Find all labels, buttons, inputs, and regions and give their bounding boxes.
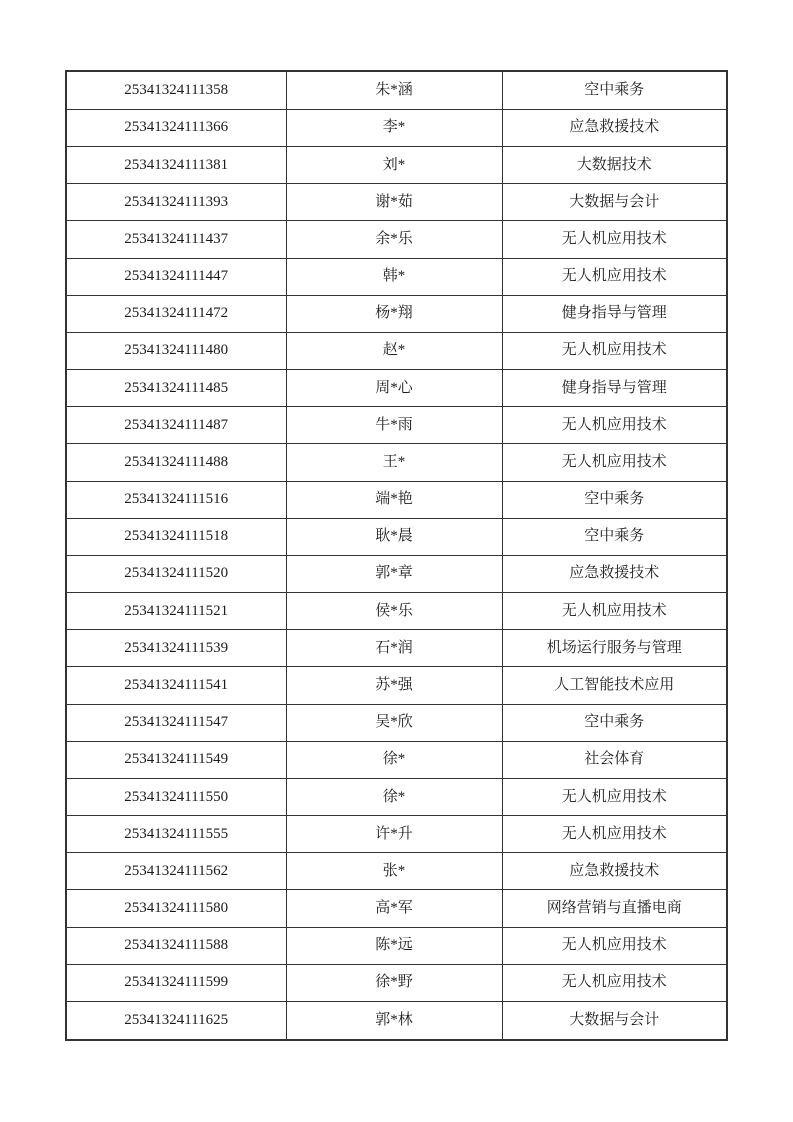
major-cell: 大数据技术	[502, 147, 727, 184]
student-name-cell: 苏*强	[286, 667, 502, 704]
exam-number-cell: 25341324111366	[66, 109, 286, 146]
student-name-cell: 许*升	[286, 816, 502, 853]
exam-number-cell: 25341324111547	[66, 704, 286, 741]
major-cell: 无人机应用技术	[502, 407, 727, 444]
student-name-cell: 郭*林	[286, 1001, 502, 1040]
table-row	[66, 704, 727, 741]
student-name-cell: 余*乐	[286, 221, 502, 258]
student-name-cell: 侯*乐	[286, 593, 502, 630]
exam-number-cell: 25341324111381	[66, 147, 286, 184]
student-name-cell: 杨*翔	[286, 295, 502, 332]
exam-number-cell: 25341324111447	[66, 258, 286, 295]
student-name-cell: 高*军	[286, 890, 502, 927]
student-name-cell: 徐*野	[286, 964, 502, 1001]
major-cell: 无人机应用技术	[502, 221, 727, 258]
major-cell: 空中乘务	[502, 481, 727, 518]
table-row	[66, 853, 727, 890]
table-row	[66, 667, 727, 704]
major-cell: 空中乘务	[502, 704, 727, 741]
student-name-cell: 徐*	[286, 778, 502, 815]
major-cell: 社会体育	[502, 741, 727, 778]
exam-number-cell: 25341324111518	[66, 518, 286, 555]
major-cell: 人工智能技术应用	[502, 667, 727, 704]
major-cell: 无人机应用技术	[502, 444, 727, 481]
major-cell: 无人机应用技术	[502, 927, 727, 964]
major-cell: 大数据与会计	[502, 1001, 727, 1040]
student-name-cell: 韩*	[286, 258, 502, 295]
table-row	[66, 890, 727, 927]
table-body	[66, 71, 727, 1040]
table-row	[66, 370, 727, 407]
student-name-cell: 朱*涵	[286, 71, 502, 109]
student-name-cell: 张*	[286, 853, 502, 890]
table-row	[66, 147, 727, 184]
student-name-cell: 谢*茹	[286, 184, 502, 221]
student-name-cell: 王*	[286, 444, 502, 481]
exam-number-cell: 25341324111562	[66, 853, 286, 890]
major-cell: 无人机应用技术	[502, 258, 727, 295]
table-row	[66, 816, 727, 853]
exam-number-cell: 25341324111521	[66, 593, 286, 630]
major-cell: 无人机应用技术	[502, 778, 727, 815]
exam-number-cell: 25341324111539	[66, 630, 286, 667]
exam-number-cell: 25341324111580	[66, 890, 286, 927]
exam-number-cell: 25341324111599	[66, 964, 286, 1001]
major-cell: 空中乘务	[502, 518, 727, 555]
major-cell: 无人机应用技术	[502, 593, 727, 630]
table-row	[66, 927, 727, 964]
student-roster-table	[65, 70, 728, 1041]
student-name-cell: 徐*	[286, 741, 502, 778]
table-row	[66, 964, 727, 1001]
table-row	[66, 444, 727, 481]
exam-number-cell: 25341324111488	[66, 444, 286, 481]
exam-number-cell: 25341324111358	[66, 71, 286, 109]
student-name-cell: 郭*章	[286, 555, 502, 592]
major-cell: 无人机应用技术	[502, 332, 727, 369]
exam-number-cell: 25341324111485	[66, 370, 286, 407]
student-name-cell: 李*	[286, 109, 502, 146]
exam-number-cell: 25341324111555	[66, 816, 286, 853]
table-row	[66, 1001, 727, 1040]
exam-number-cell: 25341324111516	[66, 481, 286, 518]
exam-number-cell: 25341324111480	[66, 332, 286, 369]
student-name-cell: 周*心	[286, 370, 502, 407]
exam-number-cell: 25341324111625	[66, 1001, 286, 1040]
table-row	[66, 555, 727, 592]
table-row	[66, 295, 727, 332]
major-cell: 机场运行服务与管理	[502, 630, 727, 667]
exam-number-cell: 25341324111588	[66, 927, 286, 964]
student-name-cell: 石*润	[286, 630, 502, 667]
table-row	[66, 630, 727, 667]
major-cell: 应急救援技术	[502, 555, 727, 592]
exam-number-cell: 25341324111549	[66, 741, 286, 778]
student-name-cell: 耿*晨	[286, 518, 502, 555]
table-row	[66, 741, 727, 778]
student-name-cell: 牛*雨	[286, 407, 502, 444]
table-row	[66, 184, 727, 221]
major-cell: 无人机应用技术	[502, 964, 727, 1001]
exam-number-cell: 25341324111541	[66, 667, 286, 704]
major-cell: 健身指导与管理	[502, 295, 727, 332]
exam-number-cell: 25341324111393	[66, 184, 286, 221]
table-row	[66, 778, 727, 815]
table-row	[66, 518, 727, 555]
student-name-cell: 端*艳	[286, 481, 502, 518]
major-cell: 无人机应用技术	[502, 816, 727, 853]
table-row	[66, 71, 727, 109]
major-cell: 大数据与会计	[502, 184, 727, 221]
exam-number-cell: 25341324111487	[66, 407, 286, 444]
student-name-cell: 刘*	[286, 147, 502, 184]
exam-number-cell: 25341324111550	[66, 778, 286, 815]
table-row	[66, 258, 727, 295]
student-name-cell: 陈*远	[286, 927, 502, 964]
major-cell: 空中乘务	[502, 71, 727, 109]
table-row	[66, 332, 727, 369]
student-name-cell: 赵*	[286, 332, 502, 369]
major-cell: 应急救援技术	[502, 853, 727, 890]
exam-number-cell: 25341324111520	[66, 555, 286, 592]
table-row	[66, 481, 727, 518]
major-cell: 网络营销与直播电商	[502, 890, 727, 927]
table-row	[66, 407, 727, 444]
table-row	[66, 593, 727, 630]
exam-number-cell: 25341324111437	[66, 221, 286, 258]
exam-number-cell: 25341324111472	[66, 295, 286, 332]
table-row	[66, 221, 727, 258]
table-row	[66, 109, 727, 146]
major-cell: 健身指导与管理	[502, 370, 727, 407]
major-cell: 应急救援技术	[502, 109, 727, 146]
student-name-cell: 吴*欣	[286, 704, 502, 741]
